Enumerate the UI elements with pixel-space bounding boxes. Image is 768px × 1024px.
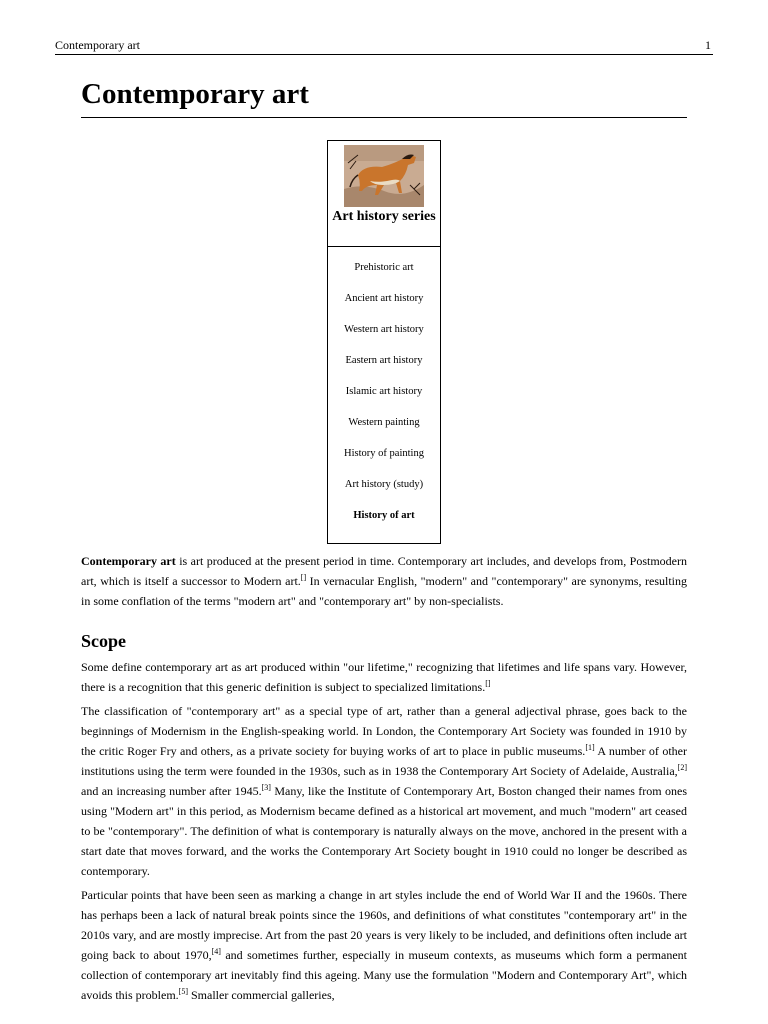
intro-text: In vernacular English, "modern" and "contemporary" are synonyms, resulting in some conflation of the terms "modern art" and "contemporary art" by non-specialists. bbox=[81, 574, 687, 608]
scope-section bbox=[81, 657, 687, 1009]
paragraph-text: Some define contemporary art as art produced within "our lifetime," recognizing that lifetimes and life spans vary. However, there is a recognition that this generic definition is subject to specialized limitations. bbox=[81, 660, 687, 694]
cave-painting-horse-icon bbox=[344, 145, 424, 207]
paragraph-text: and sometimes further, especially in museum contexts, as museums which form a permanent collection of contemporary art inevitably find this ageing. Many use the formulation "Modern and Contemporary Art", which avoids this problem. bbox=[81, 948, 687, 1002]
infobox-divider bbox=[328, 246, 440, 247]
citation-ref[interactable]: [1] bbox=[585, 743, 595, 752]
art-history-infobox bbox=[327, 140, 441, 544]
paragraph-text: A number of other institutions using the term were founded in the 1930s, such as in 1938 the Contemporary Art Society of Adelaide, Australia, bbox=[81, 744, 687, 778]
intro-section bbox=[81, 551, 687, 615]
infobox-link-eastern-art-history[interactable]: Eastern art history bbox=[345, 355, 423, 366]
paragraph-text: The classification of "contemporary art" as a special type of art, rather than a general adjectival phrase, goes back to the beginnings of Modernism in the English-speaking world. In London, the Contemporary Art Society was founded in 1910 by the critic Roger Fry and others, as a private society for buying works of art to place in public museums. bbox=[81, 704, 687, 758]
citation-ref[interactable]: [5] bbox=[178, 987, 188, 996]
infobox-link-prehistoric-art[interactable]: Prehistoric art bbox=[354, 262, 414, 273]
running-header bbox=[55, 38, 713, 55]
scope-paragraph-2 bbox=[81, 701, 687, 881]
bold-term: Contemporary art bbox=[81, 554, 176, 568]
paragraph-text: Many, like the Institute of Contemporary Art, Boston changed their names from ones using "Modern art" in this period, as Modernism became defined as a historical art movement, and much "modern" art ceased to be "contemporary". The definition of what is contemporary is naturally always on the move, anchored in the present with a start date that moves forward, and the works the Contemporary Art Society bought in 1910 could no longer be described as contemporary. bbox=[81, 784, 687, 878]
citation-ref[interactable]: [4] bbox=[211, 947, 221, 956]
page-number: 1 bbox=[705, 38, 711, 52]
infobox-link-ancient-art-history[interactable]: Ancient art history bbox=[344, 293, 424, 304]
scope-paragraph-1 bbox=[81, 657, 687, 697]
intro-paragraph bbox=[81, 551, 687, 611]
infobox-link-western-painting[interactable]: Western painting bbox=[348, 417, 420, 428]
paragraph-text: Smaller commercial galleries, bbox=[188, 988, 335, 1002]
paragraph-text: Particular points that have been seen as marking a change in art styles include the end of World War II and the 1960s. There has perhaps been a lack of natural break points since the 1960s, and definitions of what constitutes "contemporary art" in the 2010s vary, and are mostly imprecise. Art from the past 20 years is very likely to be included, and definitions often include art going back to about 1970, bbox=[81, 888, 687, 962]
citation-ref[interactable]: [3] bbox=[261, 783, 271, 792]
infobox-link-art-history-study[interactable]: Art history (study) bbox=[344, 479, 424, 490]
scope-paragraph-3 bbox=[81, 885, 687, 1005]
paragraph-text: and an increasing number after 1945. bbox=[81, 784, 262, 798]
section-heading-scope: Scope bbox=[81, 631, 126, 651]
title-rule bbox=[81, 117, 687, 118]
citation-ref[interactable]: [] bbox=[485, 679, 491, 688]
running-header-title: Contemporary art bbox=[55, 38, 140, 52]
infobox-link-history-of-art[interactable]: History of art bbox=[353, 510, 415, 521]
infobox-link-history-of-painting[interactable]: History of painting bbox=[344, 448, 424, 459]
infobox-title: Art history series bbox=[332, 209, 436, 224]
infobox-link-western-art-history[interactable]: Western art history bbox=[344, 324, 424, 335]
infobox-link-islamic-art-history[interactable]: Islamic art history bbox=[345, 386, 423, 397]
citation-ref[interactable]: [] bbox=[300, 573, 307, 582]
page-title: Contemporary art bbox=[81, 78, 309, 110]
intro-text: is art produced at the present period in time. Contemporary art includes, and develops from, Postmodern art, which is itself a successor to Modern art. bbox=[81, 554, 687, 588]
citation-ref[interactable]: [2] bbox=[677, 763, 687, 772]
